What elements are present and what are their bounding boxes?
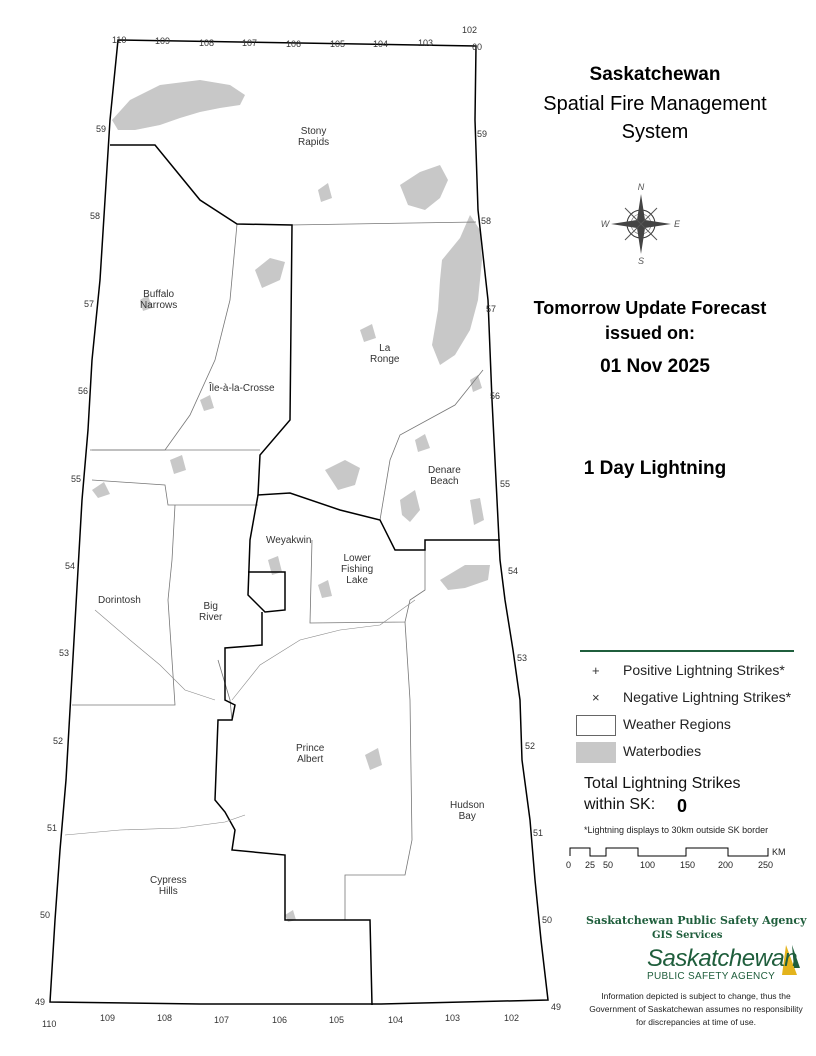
scale-tick-100: 100 [640, 860, 656, 870]
region-line-stony [290, 222, 476, 225]
waterbody-east-lake [470, 498, 484, 525]
lon-bottom-102: 102 [504, 1013, 520, 1023]
lat-left-49: 49 [35, 997, 46, 1007]
lat-left-50: 50 [40, 910, 51, 920]
agency-logo-main: Saskatchewan [647, 945, 798, 972]
forecast-line-2: issued on: [604, 323, 695, 343]
lat-left-58: 58 [90, 211, 101, 221]
river-1 [95, 610, 215, 700]
region-line-buffalo [92, 224, 237, 450]
scale-bar [570, 848, 768, 856]
disclaimer: Information depicted is subject to change, thus the Government of Saskatchewan assumes no responsibility for discrepancies at time of use. [589, 991, 803, 1027]
waterbody-amisk [400, 490, 420, 522]
compass-rose [601, 182, 681, 266]
weather-region-label: Weather Regions [623, 716, 731, 732]
lon-top-103: 103 [418, 38, 434, 48]
forecast-date: 01 Nov 2025 [600, 356, 710, 377]
negative-strike-symbol: × [592, 690, 600, 705]
lon-bottom-110: 110 [42, 1019, 57, 1029]
forecast-line-1: Tomorrow Update Forecast [533, 298, 767, 318]
lightning-note: *Lightning displays to 30km outside SK border [584, 825, 769, 835]
lat-right-57: 57 [486, 304, 497, 314]
scale-tick-50: 50 [603, 860, 614, 870]
lat-right-55: 55 [500, 479, 511, 489]
waterbody-athabasca [112, 80, 245, 130]
waterbody-pa-lake [365, 748, 382, 770]
total-strikes-label-2: within SK: [584, 796, 656, 813]
compass-s: S [637, 256, 645, 266]
rivers [65, 600, 415, 835]
region-line-dorintosh-n [92, 480, 258, 505]
waterbody-peter-pond [255, 258, 285, 288]
lon-top-107: 107 [242, 38, 258, 48]
scale-tick-25: 25 [585, 860, 596, 870]
river-3 [232, 600, 415, 700]
district-line-south [215, 612, 372, 1005]
total-strikes-value: 0 [677, 796, 688, 816]
legend-divider [580, 650, 794, 652]
scale-tick-200: 200 [718, 860, 734, 870]
title-line-1: Saskatchewan [589, 64, 721, 85]
region-label-denare-beach: Denare Beach [428, 465, 461, 487]
lat-right-56: 56 [490, 391, 501, 401]
scale-unit: KM [772, 847, 786, 857]
forecast-header [500, 296, 800, 346]
total-strikes-label-1: Total Lightning Strikes [584, 775, 741, 792]
lon-top-110: 110 [112, 35, 127, 45]
lon-bottom-108: 108 [157, 1013, 173, 1023]
lon-top-108: 108 [199, 38, 215, 48]
waterbody-ile-small [200, 395, 214, 411]
lat-left-53: 53 [59, 648, 70, 658]
lon-bottom-106: 106 [272, 1015, 288, 1025]
title-line-2 [500, 90, 810, 146]
province-border [50, 40, 548, 1004]
lon-bottom-105: 105 [329, 1015, 345, 1025]
region-label-dorintosh: Dorintosh [98, 595, 141, 606]
lat-right-58: 58 [481, 216, 492, 226]
waterbody-reindeer [432, 215, 482, 365]
agency-unit: GIS Services [652, 930, 723, 941]
waterbody-wollaston [400, 165, 448, 210]
waterbody-north-small-1 [318, 183, 332, 202]
agency-name: Saskatchewan Public Safety Agency [586, 914, 807, 927]
lat-right-49: 49 [551, 1002, 562, 1012]
lon-bottom-104: 104 [388, 1015, 404, 1025]
scale-tick-0: 0 [566, 860, 572, 870]
compass-w: W [600, 219, 610, 229]
lat-right-53: 53 [517, 653, 528, 663]
waterbodies [92, 80, 490, 922]
forecast-product: 1 Day Lightning [583, 458, 727, 479]
lat-right-60: 60 [472, 42, 483, 52]
region-label-big-river: Big River [199, 601, 223, 623]
waterbody-label: Waterbodies [623, 743, 702, 759]
lat-right-59: 59 [477, 129, 488, 139]
region-label-hudson-bay: Hudson Bay [450, 800, 485, 822]
lat-left-57: 57 [84, 299, 95, 309]
title-line-2-text: Spatial Fire Management [543, 93, 767, 115]
lon-top-109: 109 [155, 36, 171, 46]
waterbody-lower-fishing [318, 580, 332, 598]
lon-top-105: 105 [330, 39, 346, 49]
lat-left-54: 54 [65, 561, 76, 571]
compass-e: E [673, 219, 681, 229]
river-2 [65, 815, 245, 835]
lon-top-102: 102 [462, 25, 478, 35]
positive-strike-label: Positive Lightning Strikes* [623, 662, 785, 678]
waterbody-far-west [92, 482, 110, 498]
waterbody-la-ronge-north [360, 324, 376, 342]
lon-top-104: 104 [373, 39, 389, 49]
lat-left-52: 52 [53, 736, 64, 746]
region-label-cypress-hills: Cypress Hills [150, 875, 187, 897]
region-label-weyakwin: Weyakwin [266, 535, 312, 546]
lat-left-55: 55 [71, 474, 82, 484]
district-line-weyakwin [248, 495, 285, 612]
lon-top-106: 106 [286, 39, 302, 49]
lon-bottom-103: 103 [445, 1013, 461, 1023]
lat-right-50: 50 [542, 915, 553, 925]
positive-strike-symbol: + [592, 663, 600, 678]
lat-left-56: 56 [78, 386, 89, 396]
waterbody-denare-north [415, 434, 430, 452]
region-label-la-ronge: La Ronge [370, 343, 400, 365]
region-label-stony-rapids: Stony Rapids [298, 126, 330, 148]
region-label-lower-fishing-lake: Lower Fishing Lake [341, 553, 374, 586]
lat-right-54: 54 [508, 566, 519, 576]
region-label-buffalo-narrows: Buffalo Narrows [140, 289, 178, 311]
waterbody-lac-la-ronge [325, 460, 360, 490]
scale-tick-150: 150 [680, 860, 696, 870]
lon-bottom-107: 107 [214, 1015, 230, 1025]
lon-bottom-109: 109 [100, 1013, 116, 1023]
waterbody-swatch [576, 742, 616, 763]
lat-left-59: 59 [96, 124, 107, 134]
region-label-ile-a-la-crosse: Île-à-la-Crosse [209, 383, 275, 394]
compass-n: N [637, 182, 645, 192]
region-line-denare [380, 370, 483, 520]
weather-region-swatch [576, 715, 616, 736]
lat-right-51: 51 [533, 828, 544, 838]
negative-strike-label: Negative Lightning Strikes* [623, 689, 792, 705]
waterbody-west-small [170, 455, 186, 474]
region-label-prince-albert: Prince Albert [296, 743, 325, 765]
lat-right-52: 52 [525, 741, 536, 751]
region-line-pa-hb [345, 622, 412, 920]
waterbody-cumberland [440, 565, 490, 590]
scale-tick-250: 250 [758, 860, 774, 870]
title-line-3-text: System [621, 121, 689, 143]
lat-left-51: 51 [47, 823, 58, 833]
agency-logo-sub: PUBLIC SAFETY AGENCY [647, 971, 776, 982]
